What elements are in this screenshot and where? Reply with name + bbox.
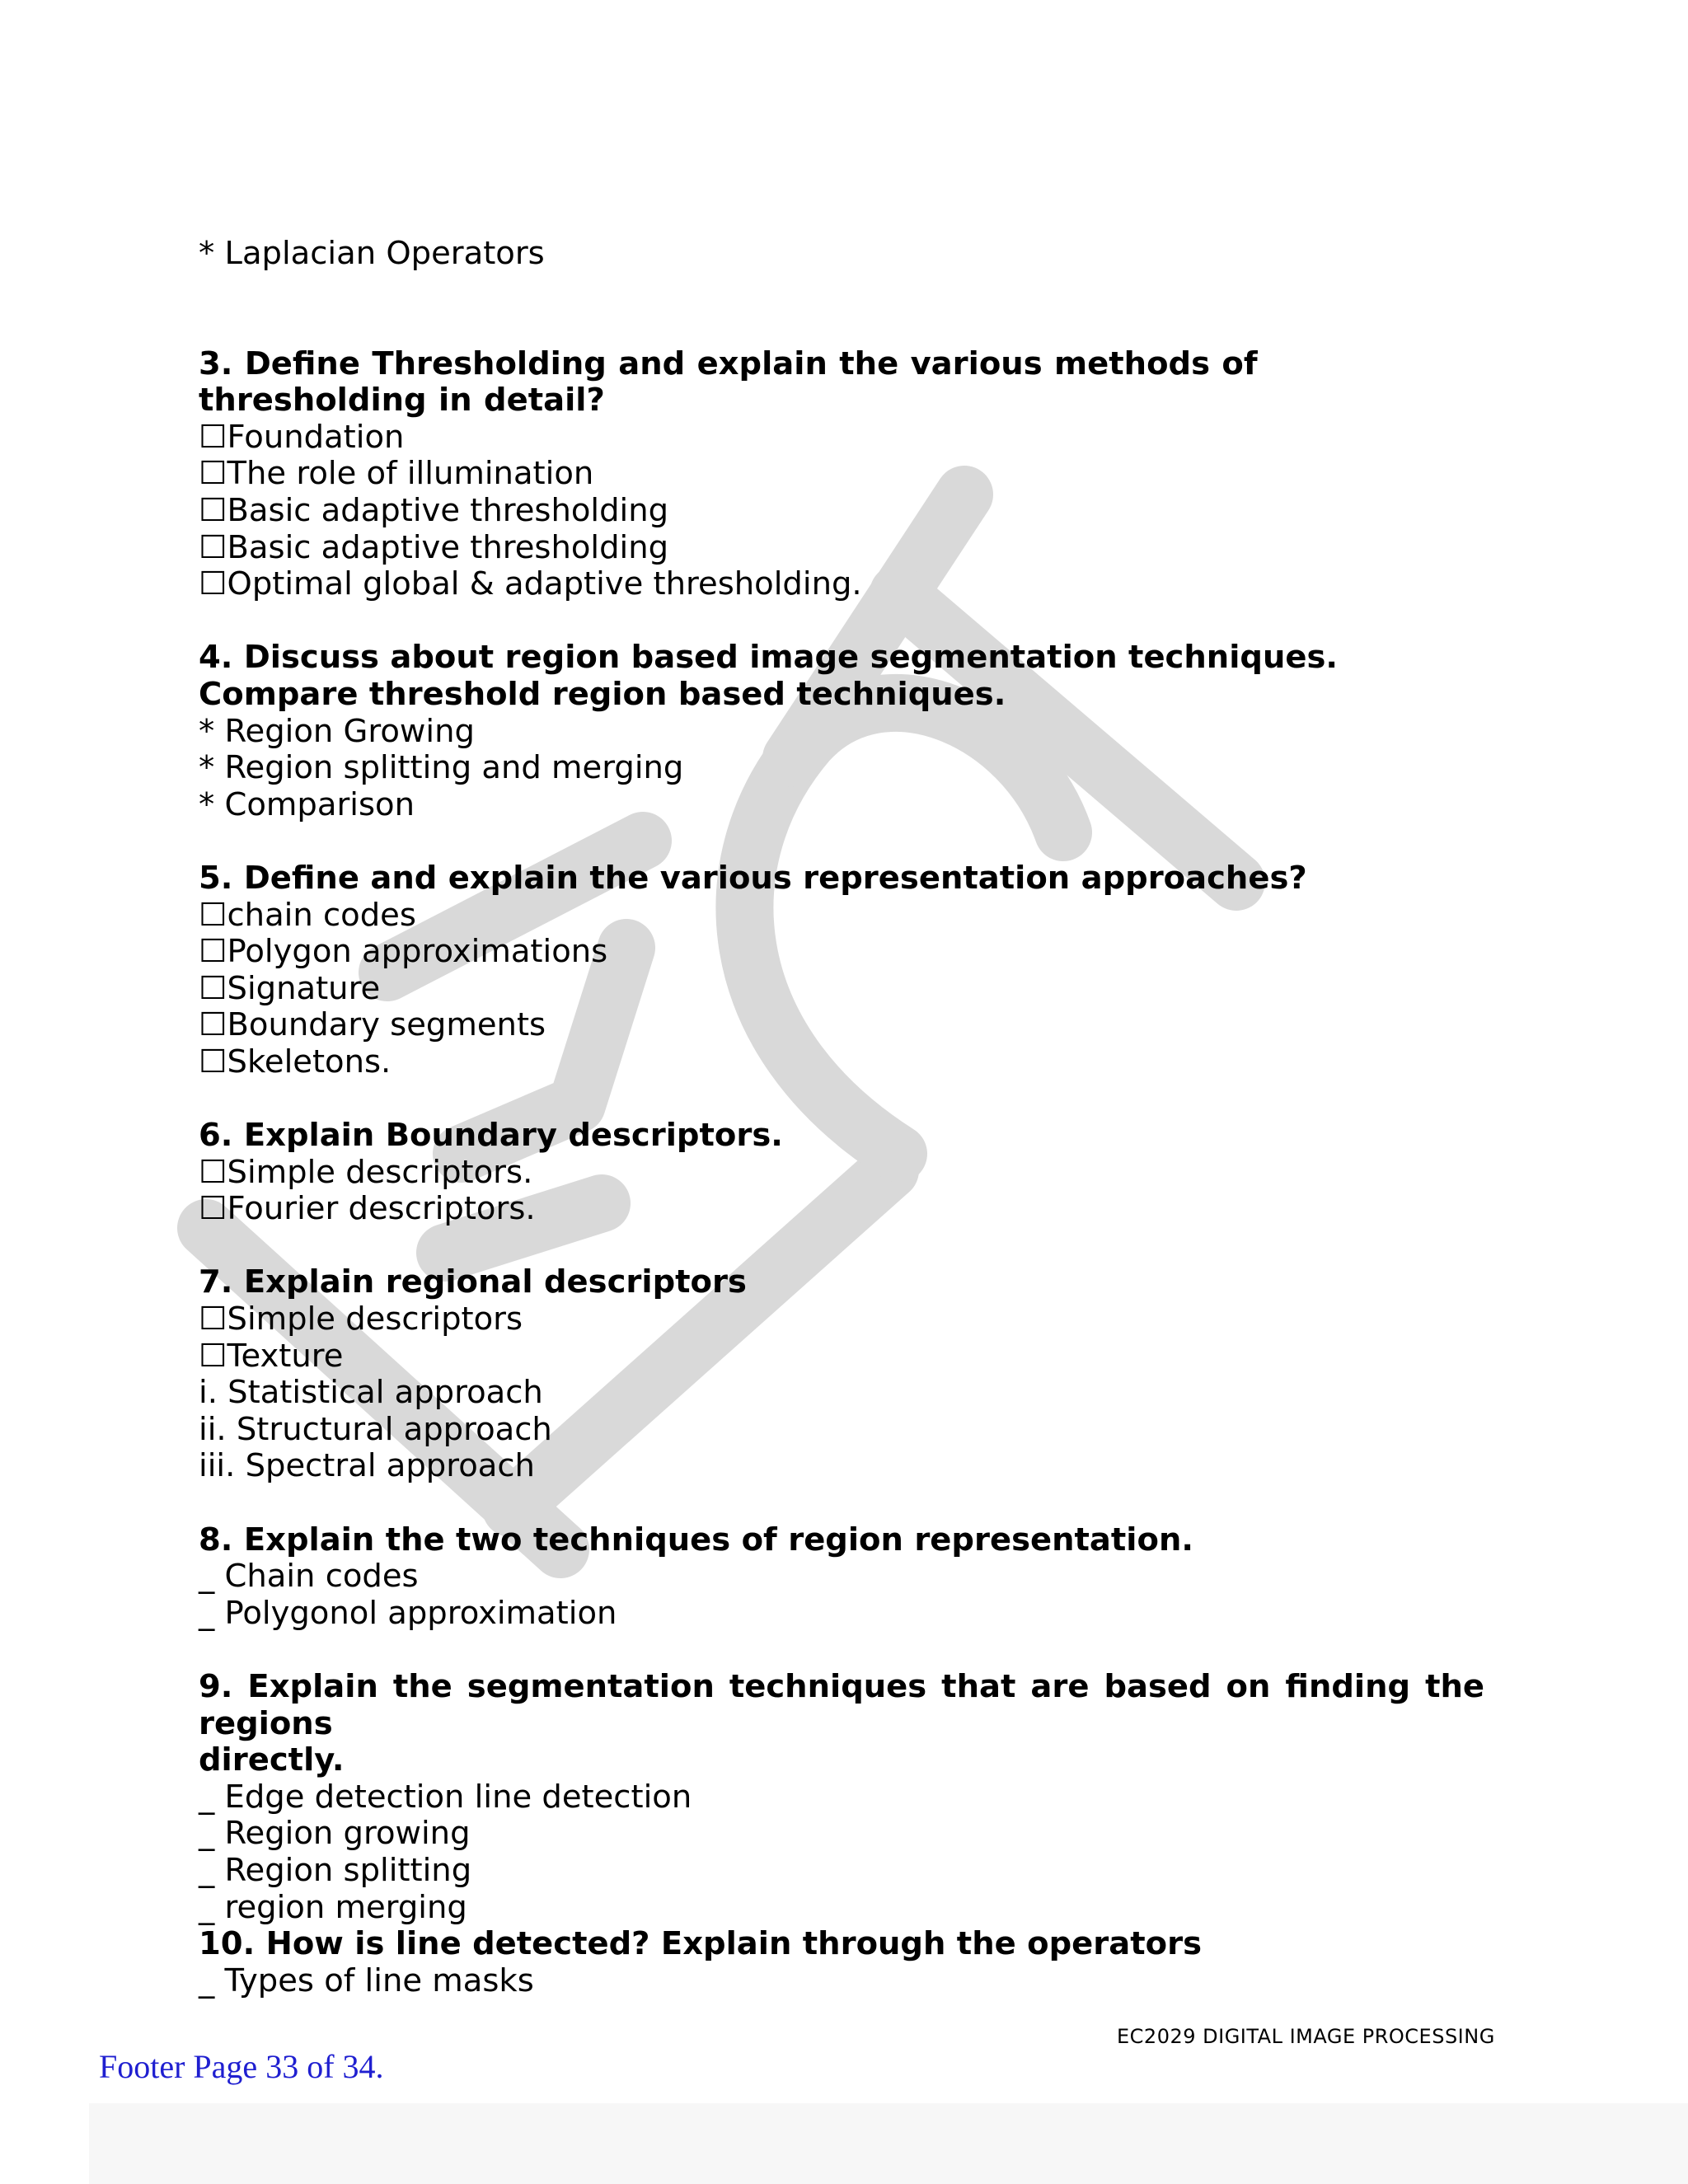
question-9-title: 9. Explain the segmentation techniques that are based on finding the regions — [199, 1667, 1484, 1742]
question-3-title — [199, 346, 1484, 419]
list-item: _ Chain codes — [199, 1558, 419, 1596]
list-item: ☐Foundation — [199, 418, 405, 456]
list-item: * Region splitting and merging — [199, 749, 684, 787]
list-item: * Comparison — [199, 785, 415, 823]
list-item: ☐The role of illumination — [199, 455, 594, 493]
list-item: _ Types of line masks — [199, 1961, 534, 1999]
course-footer: EC2029 DIGITAL IMAGE PROCESSING — [1117, 2025, 1495, 2048]
question-4-title: 4. Discuss about region based image segmentation techniques. Compare threshold region based techniques. — [199, 639, 1339, 713]
list-item: * Region Growing — [199, 712, 475, 750]
question-7-title: 7. Explain regional descriptors — [199, 1263, 747, 1301]
list-item: _ region merging — [199, 1888, 467, 1926]
list-item: _ Polygonol approximation — [199, 1594, 617, 1632]
list-item: ☐Optimal global & adaptive thresholding. — [199, 565, 862, 603]
list-item: _ Region splitting — [199, 1851, 472, 1889]
question-9-title-cont: directly. — [199, 1741, 345, 1779]
list-item: ☐Basic adaptive thresholding — [199, 528, 669, 566]
question-5-title: 5. Define and explain the various representation approaches? — [199, 859, 1307, 897]
question-10-title: 10. How is line detected? Explain through the operators — [199, 1925, 1202, 1963]
list-item: _ Edge detection line detection — [199, 1778, 692, 1816]
list-item: ☐Polygon approximations — [199, 933, 608, 971]
page-footer: Footer Page 33 of 34. — [99, 2048, 384, 2085]
list-item: ☐Signature — [199, 969, 381, 1007]
page-bottom-band — [89, 2103, 1688, 2184]
question-8-title: 8. Explain the two techniques of region representation. — [199, 1521, 1193, 1558]
question-6-title: 6. Explain Boundary descriptors. — [199, 1117, 783, 1155]
list-item: ☐Basic adaptive thresholding — [199, 491, 669, 529]
intro-item: * Laplacian Operators — [199, 235, 545, 272]
list-item: _ Region growing — [199, 1815, 471, 1853]
list-item: i. Statistical approach — [199, 1374, 543, 1412]
document-body — [199, 236, 1484, 1999]
list-item: ☐Skeletons. — [199, 1043, 392, 1080]
list-item: ☐Simple descriptors. — [199, 1153, 533, 1191]
question-title: 3. Define Thresholding and explain the various methods of thresholding in detail? — [199, 344, 1258, 419]
list-item: iii. Spectral approach — [199, 1447, 535, 1485]
list-item: ii. Structural approach — [199, 1410, 552, 1448]
list-item: ☐Fourier descriptors. — [199, 1190, 536, 1228]
list-item: ☐Boundary segments — [199, 1006, 546, 1044]
list-item: ☐Texture — [199, 1337, 344, 1375]
list-item: ☐Simple descriptors — [199, 1301, 523, 1338]
list-item: ☐chain codes — [199, 896, 416, 934]
